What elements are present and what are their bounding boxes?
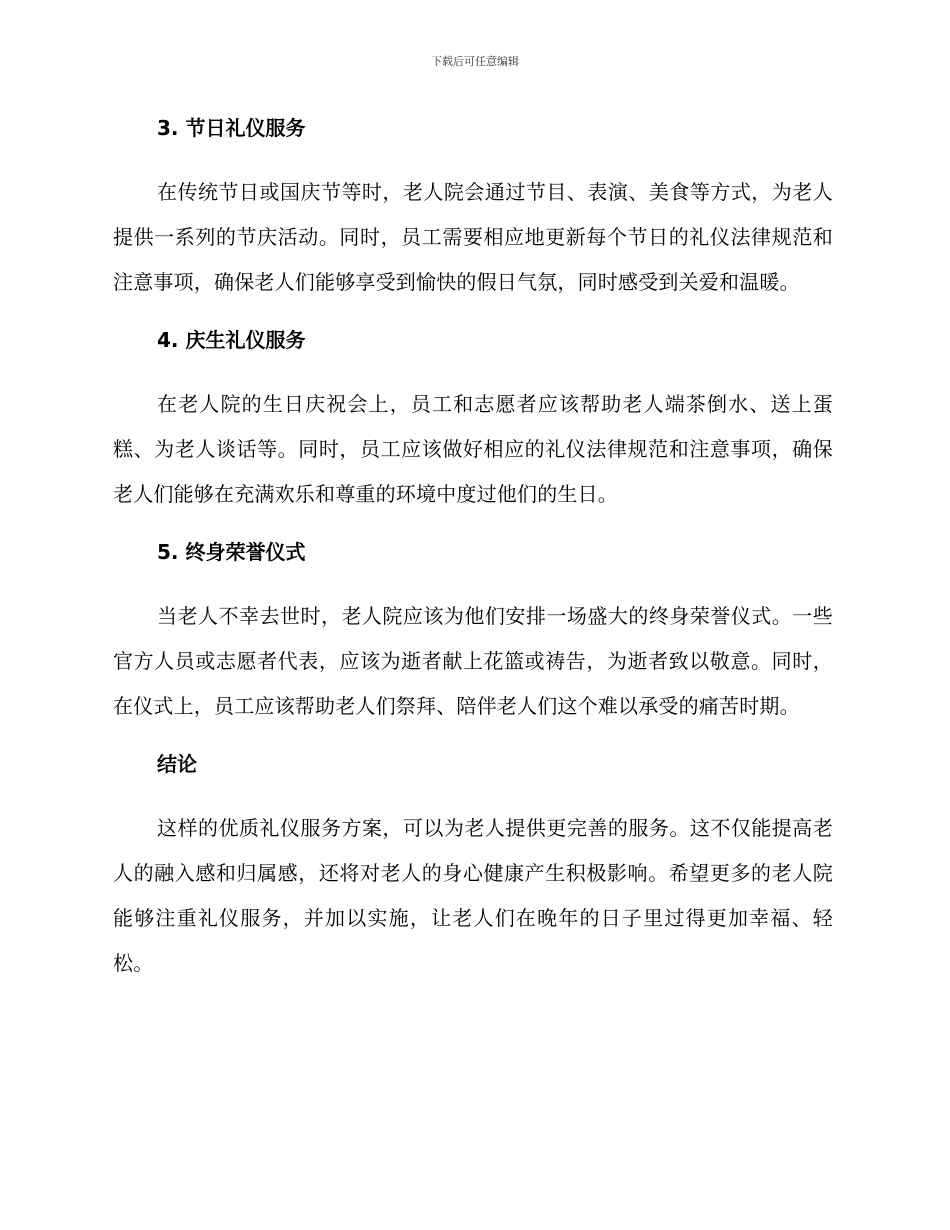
section-paragraph-lifetime-honor-ceremony: 当老人不幸去世时，老人院应该为他们安排一场盛大的终身荣誉仪式。一些官方人员或志愿者代表，应该为逝者献上花篮或祷告，为逝者致以敬意。同时，在仪式上，员工应该帮助老人们祭拜、陪伴老人们这个难以承受的痛苦时期。 xyxy=(113,604,833,718)
section-paragraph-conclusion: 这样的优质礼仪服务方案，可以为老人提供更完善的服务。这不仅能提高老人的融入感和归属感，还将对老人的身心健康产生积极影响。希望更多的老人院能够注重礼仪服务，并加以实施，让老人们在晚年的日子里过得更加幸福、轻松。 xyxy=(113,816,833,975)
section-paragraph-birthday-etiquette: 在老人院的生日庆祝会上，员工和志愿者应该帮助老人端茶倒水、送上蛋糕、为老人谈话等。同时，员工应该做好相应的礼仪法律规范和注意事项，确保老人们能够在充满欢乐和尊重的环境中度过他们的生日。 xyxy=(113,392,833,506)
page-header-note: 下载后可任意编辑 xyxy=(431,55,519,68)
section-heading-lifetime-honor-ceremony: 5. 终身荣誉仪式 xyxy=(157,540,306,564)
section-heading-festival-etiquette: 3. 节日礼仪服务 xyxy=(157,116,306,140)
section-heading-conclusion: 结论 xyxy=(157,752,197,776)
document-body xyxy=(113,112,833,986)
section-heading-birthday-etiquette: 4. 庆生礼仪服务 xyxy=(157,328,306,352)
section-paragraph-festival-etiquette: 在传统节日或国庆节等时，老人院会通过节目、表演、美食等方式，为老人提供一系列的节庆活动。同时，员工需要相应地更新每个节日的礼仪法律规范和注意事项，确保老人们能够享受到愉快的假日气氛，同时感受到关爱和温暖。 xyxy=(113,180,833,294)
